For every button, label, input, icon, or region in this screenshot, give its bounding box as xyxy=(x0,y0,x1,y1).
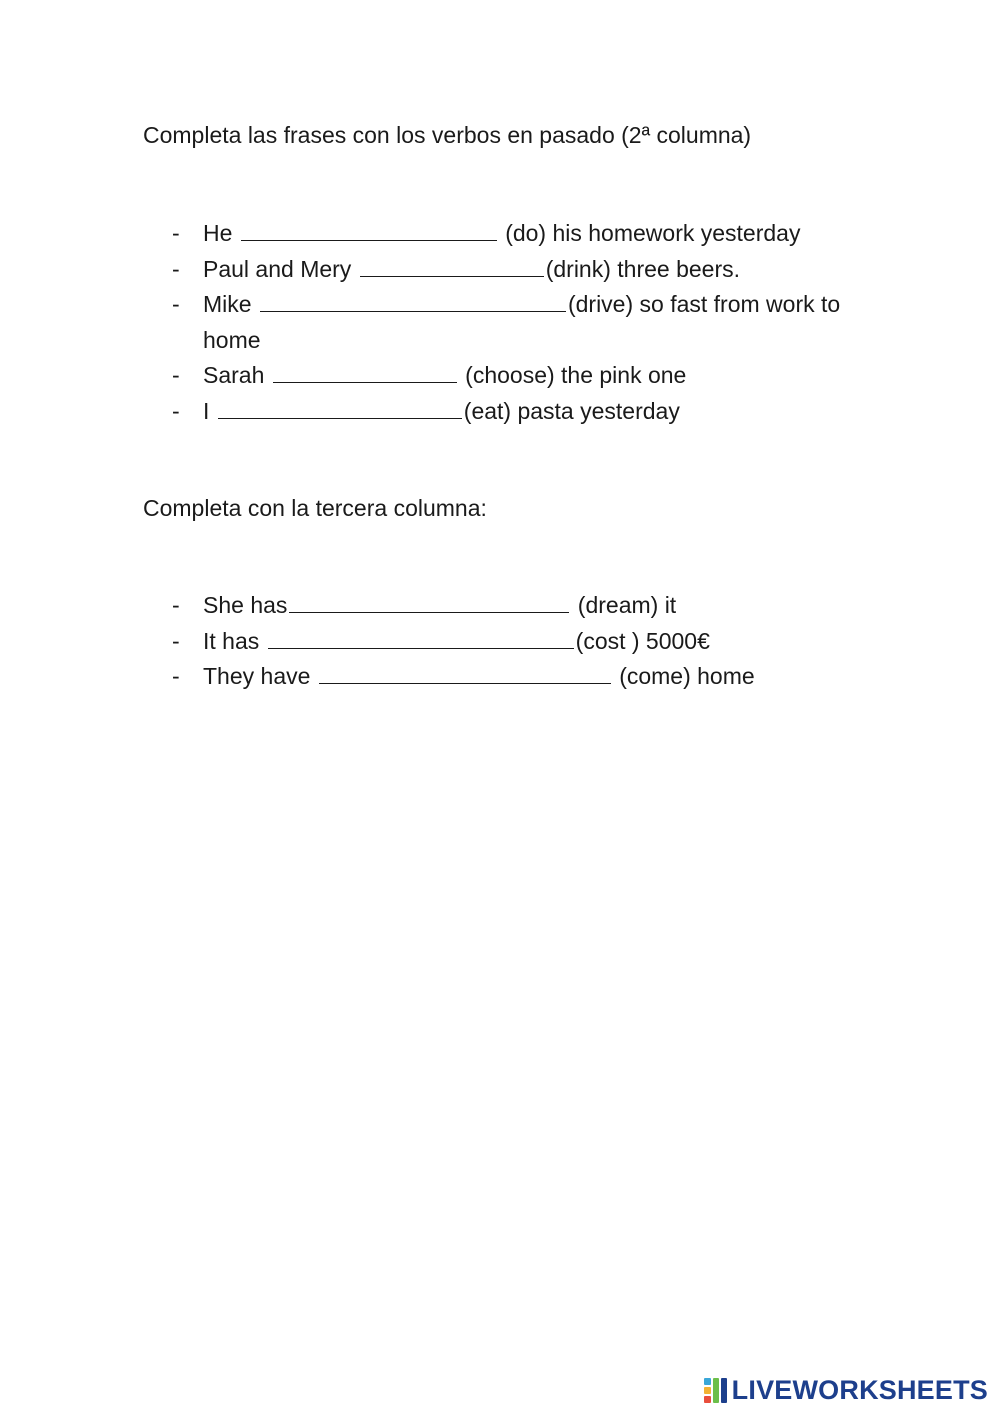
answer-blank[interactable] xyxy=(360,254,544,277)
bullet-dash: - xyxy=(172,397,180,424)
sentence-start: Mike xyxy=(203,291,252,317)
answer-blank[interactable] xyxy=(241,218,497,241)
sentence-start: Sarah xyxy=(203,362,265,388)
sentence-start: Paul and Mery xyxy=(203,255,352,282)
bullet-dash: - xyxy=(172,627,180,654)
answer-blank[interactable] xyxy=(268,626,574,649)
answer-blank[interactable] xyxy=(289,590,569,613)
past-participle-exercise-list xyxy=(172,588,862,695)
brand-name: LIVEWORKSHEETS xyxy=(731,1375,988,1405)
sentence-end: (drive) so fast from work to home xyxy=(203,291,841,353)
answer-blank[interactable] xyxy=(319,661,611,684)
list-item xyxy=(172,394,862,430)
liveworksheets-logo-icon xyxy=(704,1378,728,1404)
sentence-start: It has xyxy=(203,627,260,654)
sentence-start: He xyxy=(203,220,233,246)
bullet-dash: - xyxy=(172,663,180,689)
list-item xyxy=(172,588,862,624)
list-item xyxy=(172,252,862,288)
sentence-start: They have xyxy=(203,663,311,689)
sentence-end: (eat) pasta yesterday xyxy=(463,397,680,424)
list-item xyxy=(172,287,862,358)
sentence-end: (dream) it xyxy=(577,592,677,618)
list-item xyxy=(172,659,862,695)
list-item xyxy=(172,624,862,660)
bullet-dash: - xyxy=(172,592,180,618)
instruction-past-simple: Completa las frases con los verbos en pasado (2ª columna) xyxy=(143,122,752,148)
sentence-end: (do) his homework yesterday xyxy=(505,220,801,246)
sentence-end: (come) home xyxy=(619,663,755,689)
answer-blank[interactable] xyxy=(260,289,566,312)
instruction-past-participle: Completa con la tercera columna: xyxy=(143,495,487,521)
sentence-start: She has xyxy=(203,592,288,618)
bullet-dash: - xyxy=(172,362,180,388)
sentence-start: I xyxy=(203,397,210,424)
sentence-end: (cost ) 5000€ xyxy=(575,627,710,654)
sentence-end: (drink) three beers. xyxy=(545,255,741,282)
answer-blank[interactable] xyxy=(273,360,457,383)
bullet-dash: - xyxy=(172,255,180,282)
bullet-dash: - xyxy=(172,291,180,317)
list-item xyxy=(172,358,862,394)
answer-blank[interactable] xyxy=(218,396,462,419)
sentence-end: (choose) the pink one xyxy=(465,362,687,388)
bullet-dash: - xyxy=(172,220,180,246)
past-simple-exercise-list xyxy=(172,216,862,429)
liveworksheets-logo[interactable] xyxy=(704,1375,988,1406)
list-item xyxy=(172,216,862,252)
